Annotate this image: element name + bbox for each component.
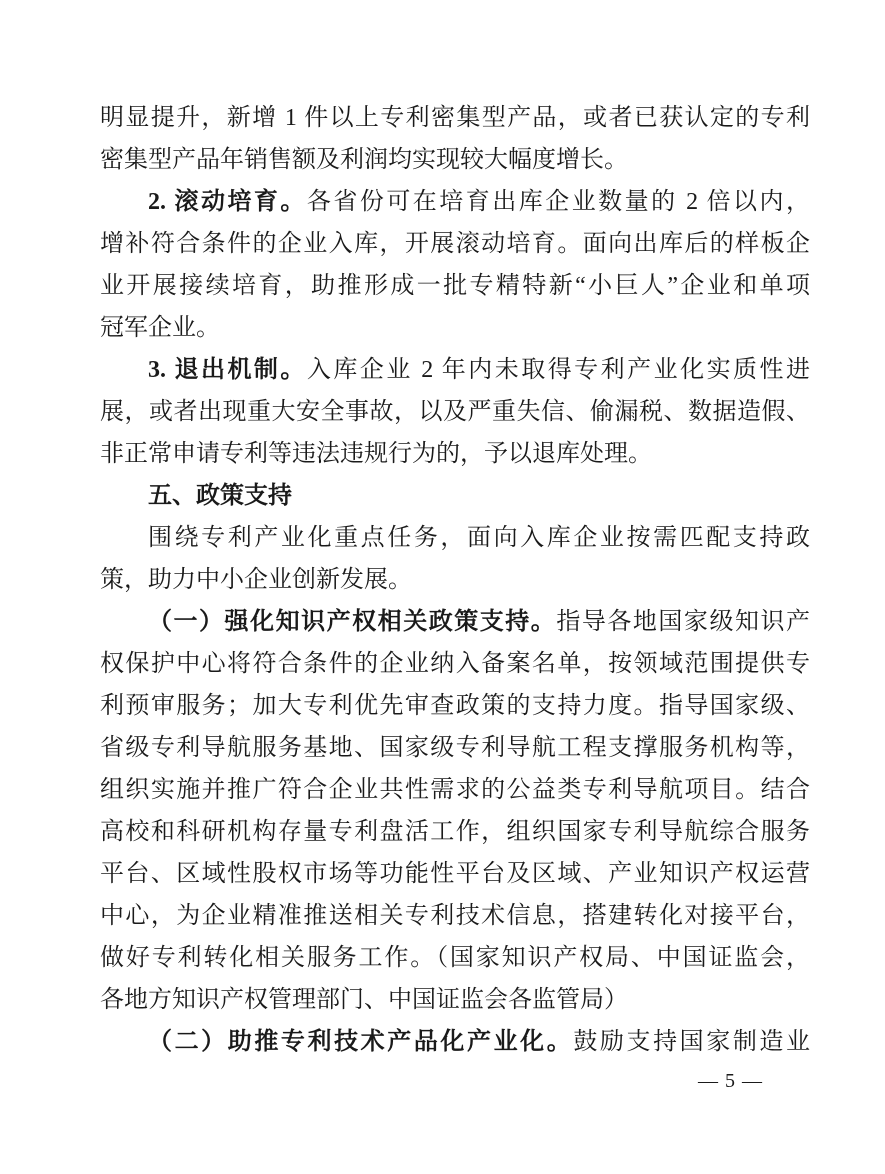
- body-text: 中心，为企业精准推送相关专利技术信息，搭建转化对接平台，: [100, 903, 810, 929]
- text-line: [100, 601, 810, 643]
- heading-text: 2. 滚动培育。: [148, 189, 307, 215]
- heading-text: 3. 退出机制。: [148, 357, 307, 383]
- text-line: [100, 979, 810, 1021]
- body-text: 平台、区域性股权市场等功能性平台及区域、产业知识产权运营: [100, 861, 810, 887]
- text-line: [100, 181, 810, 223]
- body-text: 密集型产品年销售额及利润均实现较大幅度增长。: [100, 147, 628, 173]
- text-line: [100, 349, 810, 391]
- text-line: [100, 475, 810, 517]
- body-text: 展，或者出现重大安全事故，以及严重失信、偷漏税、数据造假、: [100, 399, 810, 425]
- body-text: 鼓励支持国家制造业: [573, 1029, 811, 1055]
- heading-text: 五、政策支持: [148, 483, 292, 509]
- text-line: [100, 97, 810, 139]
- heading-text: （二）助推专利技术产品化产业化。: [148, 1029, 574, 1055]
- body-text: 省级专利导航服务基地、国家级专利导航工程支撑服务机构等，: [100, 735, 810, 761]
- text-line: [100, 769, 810, 811]
- text-line: [100, 139, 810, 181]
- body-text: 权保护中心将符合条件的企业纳入备案名单，按领域范围提供专: [100, 651, 810, 677]
- text-line: [100, 517, 810, 559]
- text-line: [100, 391, 810, 433]
- text-line: [100, 265, 810, 307]
- body-text: 明显提升，新增 1 件以上专利密集型产品，或者已获认定的专利: [100, 105, 810, 131]
- body-text: 各省份可在培育出库企业数量的 2 倍以内，: [306, 189, 811, 215]
- body-text: 高校和科研机构存量专利盘活工作，组织国家专利导航综合服务: [100, 819, 810, 845]
- text-line: [100, 559, 810, 601]
- body-text: 利预审服务；加大专利优先审查政策的支持力度。指导国家级、: [100, 693, 810, 719]
- text-line: [100, 895, 810, 937]
- text-line: [100, 853, 810, 895]
- body-text: 围绕专利产业化重点任务，面向入库企业按需匹配支持政: [148, 525, 810, 551]
- body-text: 指导各地国家级知识产: [556, 609, 811, 635]
- page-number: — 5 —: [698, 1070, 763, 1092]
- body-text: 增补符合条件的企业入库，开展滚动培育。面向出库后的样板企: [100, 231, 810, 257]
- body-text: 入库企业 2 年内未取得专利产业化实质性进: [306, 357, 811, 383]
- text-line: [100, 1021, 810, 1063]
- text-line: [100, 307, 810, 349]
- text-line: [100, 433, 810, 475]
- body-text: 策，助力中小企业创新发展。: [100, 567, 412, 593]
- body-text: 非正常申请专利等违法违规行为的，予以退库处理。: [100, 441, 652, 467]
- body-text: 各地方知识产权管理部门、中国证监会各监管局）: [100, 987, 628, 1013]
- body-text: 业开展接续培育，助推形成一批专精特新“小巨人”企业和单项: [100, 273, 810, 299]
- text-line: [100, 811, 810, 853]
- text-line: [100, 223, 810, 265]
- text-line: [100, 685, 810, 727]
- document-body: [100, 97, 810, 1063]
- heading-text: （一）强化知识产权相关政策支持。: [148, 609, 557, 635]
- text-line: [100, 937, 810, 979]
- body-text: 做好专利转化相关服务工作。（国家知识产权局、中国证监会，: [100, 945, 810, 971]
- text-line: [100, 643, 810, 685]
- text-line: [100, 727, 810, 769]
- body-text: 组织实施并推广符合企业共性需求的公益类专利导航项目。结合: [100, 777, 810, 803]
- body-text: 冠军企业。: [100, 315, 220, 341]
